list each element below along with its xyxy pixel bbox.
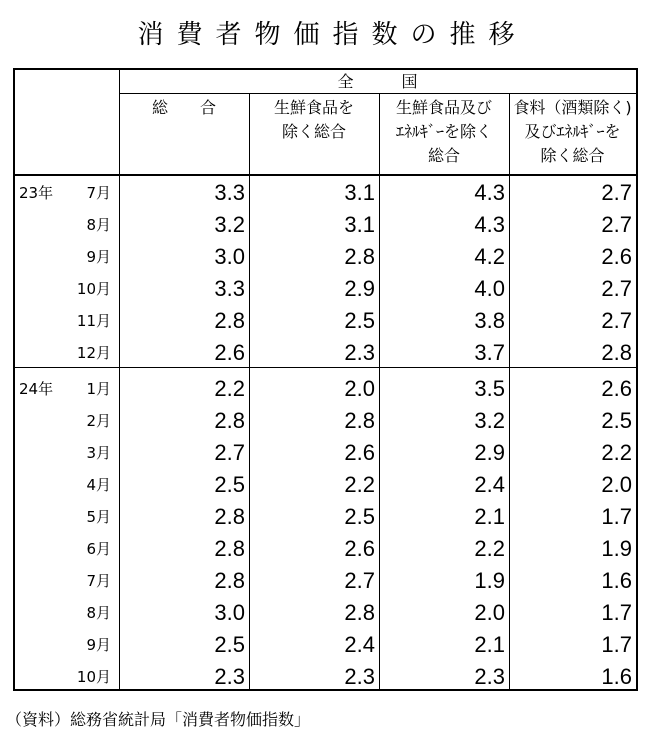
row-value-col4: 1.7 [601,504,632,529]
row-value-col2: 2.9 [344,276,375,301]
row-value-col2: 2.0 [344,376,375,401]
row-value-col3: 3.7 [474,340,505,365]
row-value-col2: 2.4 [344,632,375,657]
row-month: 5月 [86,508,111,526]
row-value-col2: 2.8 [344,600,375,625]
row-value-col3: 2.0 [474,600,505,625]
row-value-col4: 2.6 [601,376,632,401]
row-value-col1: 3.0 [214,244,245,269]
row-value-col3: 2.9 [474,440,505,465]
row-value-col4: 1.6 [601,664,632,689]
row-value-col2: 2.3 [344,664,375,689]
page-title: 消費者物価指数の推移 [137,20,528,50]
row-value-col3: 3.8 [474,308,505,333]
divider [119,70,120,689]
row-value-col3: 4.3 [474,180,505,205]
row-value-col4: 1.9 [601,536,632,561]
row-value-col1: 2.8 [214,308,245,333]
header-col4-line2: 及びｴﾈﾙｷﾞｰを [524,122,621,141]
row-value-col2: 2.5 [344,504,375,529]
row-month: 8月 [86,216,111,234]
row-value-col1: 3.3 [214,276,245,301]
row-value-col1: 2.8 [214,504,245,529]
header-col1: 総 合 [151,98,216,117]
row-month: 3月 [86,444,111,462]
divider [509,93,510,689]
row-month: 10月 [76,668,111,686]
row-value-col2: 2.5 [344,308,375,333]
row-value-col4: 2.7 [601,276,632,301]
row-month: 9月 [86,636,111,654]
row-value-col2: 2.3 [344,340,375,365]
row-value-col4: 2.6 [601,244,632,269]
row-value-col3: 3.5 [474,376,505,401]
row-value-col4: 2.7 [601,180,632,205]
header-col2-line2: 除く総合 [281,122,346,141]
header-col4-line1: 食料（酒類除く) [513,98,632,117]
row-value-col4: 2.7 [601,308,632,333]
row-value-col1: 2.8 [214,568,245,593]
row-month: 12月 [76,344,111,362]
row-month: 4月 [86,476,111,494]
row-value-col2: 2.8 [344,244,375,269]
row-value-col4: 2.5 [601,408,632,433]
row-value-col2: 2.6 [344,440,375,465]
row-value-col3: 1.9 [474,568,505,593]
row-value-col2: 3.1 [344,180,375,205]
row-year: 24年 [19,380,54,398]
row-value-col4: 1.6 [601,568,632,593]
row-value-col4: 2.8 [601,340,632,365]
row-value-col3: 2.4 [474,472,505,497]
row-value-col3: 4.2 [474,244,505,269]
row-month: 1月 [86,380,111,398]
header-region: 全 国 [337,72,418,91]
divider [379,93,380,689]
row-value-col2: 3.1 [344,212,375,237]
row-value-col4: 2.2 [601,440,632,465]
divider [249,93,250,689]
row-value-col1: 2.5 [214,472,245,497]
row-value-col2: 2.2 [344,472,375,497]
row-value-col1: 3.3 [214,180,245,205]
row-value-col4: 1.7 [601,632,632,657]
row-value-col1: 2.8 [214,536,245,561]
row-month: 10月 [76,280,111,298]
row-value-col3: 3.2 [474,408,505,433]
row-value-col4: 2.7 [601,212,632,237]
row-value-col3: 2.1 [474,632,505,657]
row-value-col3: 4.3 [474,212,505,237]
header-col2-line1: 生鮮食品を [273,98,354,117]
row-value-col2: 2.6 [344,536,375,561]
cpi-table [13,68,638,691]
row-month: 6月 [86,540,111,558]
header-col3-line3: 総合 [427,146,460,165]
row-value-col4: 1.7 [601,600,632,625]
row-value-col1: 2.7 [214,440,245,465]
row-month: 8月 [86,604,111,622]
row-value-col3: 2.2 [474,536,505,561]
row-value-col4: 2.0 [601,472,632,497]
row-value-col2: 2.7 [344,568,375,593]
row-month: 7月 [86,572,111,590]
row-value-col1: 2.2 [214,376,245,401]
row-value-col1: 2.6 [214,340,245,365]
row-value-col2: 2.8 [344,408,375,433]
row-month: 11月 [76,312,111,330]
row-value-col3: 4.0 [474,276,505,301]
row-value-col3: 2.3 [474,664,505,689]
row-month: 2月 [86,412,111,430]
row-month: 7月 [86,184,111,202]
row-value-col1: 3.0 [214,600,245,625]
row-month: 9月 [86,248,111,266]
divider [15,174,636,176]
header-col4-line3: 除く総合 [540,146,605,165]
row-value-col3: 2.1 [474,504,505,529]
header-col3-line2: ｴﾈﾙｷﾞｰを除く [395,122,492,141]
row-value-col1: 2.3 [214,664,245,689]
row-value-col1: 3.2 [214,212,245,237]
row-value-col1: 2.8 [214,408,245,433]
row-value-col1: 2.5 [214,632,245,657]
source-note: （資料）総務省統計局「消費者物価指数」 [6,710,311,729]
row-year: 23年 [19,184,54,202]
header-col3-line1: 生鮮食品及び [395,98,492,117]
